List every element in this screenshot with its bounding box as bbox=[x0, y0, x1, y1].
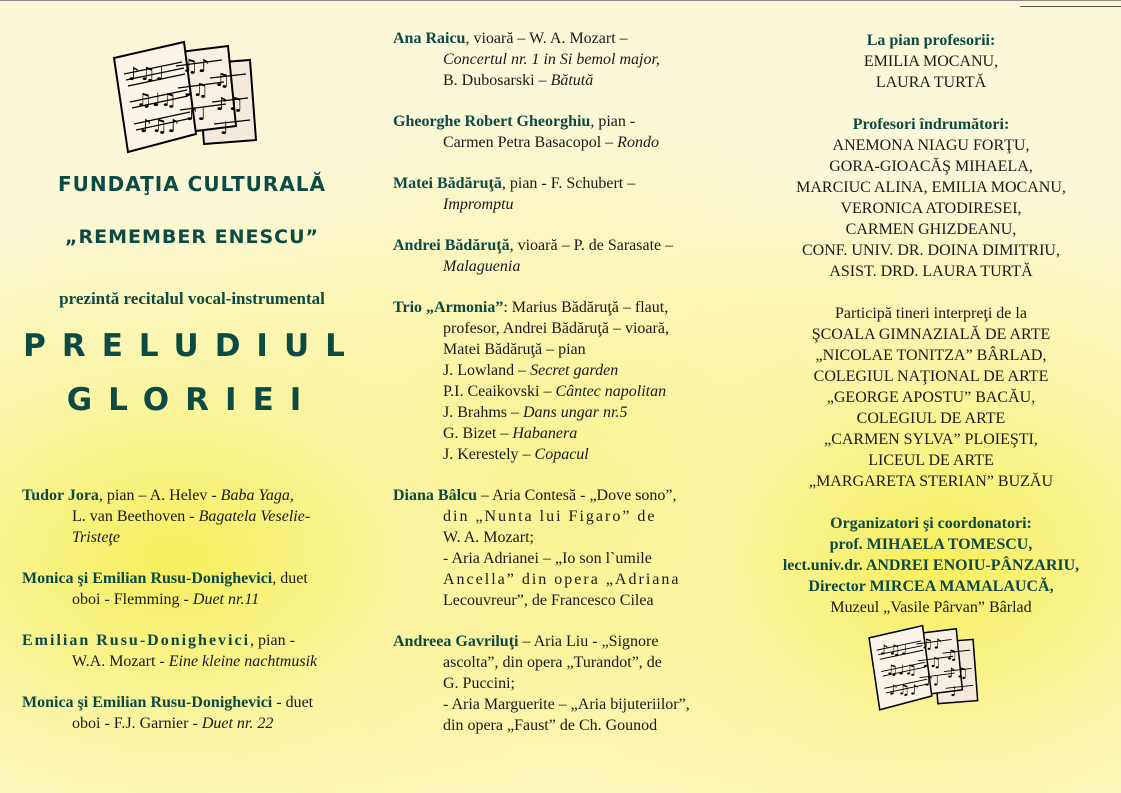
performer-name: Emilian Rusu-Donighevici bbox=[22, 632, 251, 649]
school-line: „NICOLAE TONITZA” BÂRLAD, bbox=[815, 347, 1047, 364]
sheet-music-icon bbox=[110, 40, 280, 160]
school-line: „CARMEN SYLVA” PLOIEŞTI, bbox=[824, 431, 1038, 448]
right-column bbox=[757, 30, 1105, 716]
top-right-rule bbox=[1020, 6, 1121, 7]
performer-name: Andrei Bădăruţă bbox=[393, 237, 510, 254]
performer-name: Monica şi Emilian Rusu-Donighevici bbox=[22, 694, 273, 711]
performer-name: Monica şi Emilian Rusu-Donighevici bbox=[22, 570, 273, 587]
svg-text:♫: ♫ bbox=[214, 70, 231, 91]
svg-text:♩♫: ♩♫ bbox=[922, 654, 942, 671]
teacher-line: MARCIUC ALINA, EMILIA MOCANU, bbox=[796, 179, 1066, 196]
svg-text:♪♩: ♪♩ bbox=[924, 673, 940, 690]
performer-name: Tudor Jora bbox=[22, 487, 99, 504]
program-entry: Monica şi Emilian Rusu-Donighevici - duet oboi - F.J. Garnier - Duet nr. 22 bbox=[22, 694, 314, 732]
organizer-line: lect.univ.dr. ANDREI ENOIU-PÂNZARIU, bbox=[782, 557, 1080, 574]
event-title-line2: GLORIEI bbox=[66, 382, 318, 418]
school-line: ŞCOALA GIMNAZIALĂ DE ARTE bbox=[811, 326, 1051, 343]
svg-text:♩: ♩ bbox=[950, 684, 957, 700]
svg-text:♪♫♪: ♪♫♪ bbox=[888, 682, 919, 699]
middle-column bbox=[393, 28, 729, 756]
svg-text:♫♩♫: ♫♩♫ bbox=[136, 90, 177, 111]
svg-text:♪♫: ♪♫ bbox=[216, 94, 244, 115]
left-column bbox=[22, 40, 362, 740]
performer-name: Gheorghe Robert Gheorghiu bbox=[393, 113, 591, 130]
teacher-line: CARMEN GHIZDEANU, bbox=[845, 221, 1017, 238]
teacher-line: ANEMONA NIAGU FORŢU, bbox=[832, 137, 1030, 154]
piano-teacher: LAURA TURTĂ bbox=[875, 74, 987, 91]
foundation-subname: „REMEMBER ENESCU” bbox=[65, 226, 319, 248]
program-entry: Andrei Bădăruţă, vioară – P. de Sarasate – Malaguenia bbox=[393, 237, 674, 275]
school-line: COLEGIUL DE ARTE bbox=[856, 410, 1006, 427]
program-entry: Matei Bădăruţă, pian - F. Schubert – Impromptu bbox=[393, 175, 636, 213]
school-line: „GEORGE APOSTU” BACĂU, bbox=[826, 389, 1036, 406]
foundation-name: FUNDAŢIA CULTURALĂ bbox=[57, 172, 327, 196]
teachers-heading: Profesori îndrumători: bbox=[852, 116, 1010, 133]
program-entry: Trio „Armonia”: Marius Bădăruţă – flaut, profesor, Andrei Bădăruţă – vioară, Matei Bădăruţă – pian J. Lowland – Secret garden P.I. Ceaikovski – Cântec napolitan J. Brahms – Dans ungar nr.5 G. Bizet – Habanera J. Kerestely – Copacul bbox=[393, 299, 669, 463]
museum-line: Muzeul „Vasile Pârvan” Bârlad bbox=[830, 599, 1032, 616]
organizers-heading: Organizatori şi coordonatori: bbox=[830, 515, 1032, 532]
performer-name: Matei Bădăruţă bbox=[393, 175, 502, 192]
svg-text:♩♫: ♩♫ bbox=[184, 80, 209, 101]
program-entry: Diana Bâlcu – Aria Contesă - „Dove sono”, din „Nunta lui Figaro” de W. A. Mozart; - Aria Adrianei – „Io son l`umile Ancella” din opera „Adriana Lecouvreur”, de Francesco Cilea bbox=[393, 487, 681, 609]
schools-intro: Participă tineri interpreţi de la bbox=[835, 305, 1027, 322]
program-entry: Tudor Jora, pian – A. Helev - Baba Yaga, L. van Beethoven - Bagatela Veselie- Tristeţe bbox=[22, 487, 311, 546]
organizer-line: Director MIRCEA MAMALAUCĂ, bbox=[808, 578, 1054, 595]
performer-name: Diana Bâlcu bbox=[393, 487, 478, 504]
svg-text:♪♫♪: ♪♫♪ bbox=[140, 116, 180, 137]
teacher-line: VERONICA ATODIRESEI, bbox=[840, 200, 1022, 217]
school-line: COLEGIUL NAŢIONAL DE ARTE bbox=[813, 368, 1049, 385]
program-entry: Gheorghe Robert Gheorghiu, pian - Carmen Petra Basacopol – Rondo bbox=[393, 113, 659, 151]
event-title-line1: PRELUDIUL bbox=[23, 328, 361, 364]
svg-text:♪♫: ♪♫ bbox=[947, 665, 969, 682]
teacher-line: CONF. UNIV. DR. DOINA DIMITRIU, bbox=[802, 242, 1060, 259]
program-entry: Monica şi Emilian Rusu-Donighevici, duet oboi - Flemming - Duet nr.11 bbox=[22, 570, 308, 608]
performer-name: Ana Raicu bbox=[393, 30, 466, 47]
piano-teacher: EMILIA MOCANU, bbox=[863, 53, 999, 70]
piano-heading: La pian profesorii: bbox=[866, 32, 996, 49]
performer-name: Andreea Gavriluţi bbox=[393, 633, 519, 650]
svg-text:♩: ♩ bbox=[220, 118, 229, 139]
teacher-line: ASIST. DRD. LAURA TURTĂ bbox=[829, 263, 1033, 280]
school-line: „MARGARETA STERIAN” BUZĂU bbox=[808, 473, 1054, 490]
program-entry: Emilian Rusu-Donighevici, pian - W.A. Mozart - Eine kleine nachtmusik bbox=[22, 632, 318, 670]
teacher-line: GORA-GIOACĂŞ MIHAELA, bbox=[829, 158, 1033, 175]
svg-text:♪♩: ♪♩ bbox=[186, 104, 206, 125]
presents-line: prezintă recitalul vocal-instrumental bbox=[59, 289, 325, 308]
svg-text:♫♪: ♫♪ bbox=[182, 56, 210, 77]
svg-text:♪♫♩: ♪♫♩ bbox=[879, 642, 908, 659]
school-line: LICEUL DE ARTE bbox=[868, 452, 994, 469]
performer-name: Trio „Armonia” bbox=[393, 299, 504, 316]
program-entry: Andreea Gavriluţi – Aria Liu - „Signore ascolta”, din opera „Turandot”, de G. Puccini; - Aria Marguerite – „Aria bijuteriilor”, din opera „Faust” de Ch. Gounod bbox=[393, 633, 690, 734]
top-border-line bbox=[0, 0, 1121, 1]
sheet-music-icon bbox=[866, 624, 996, 716]
program-entry: Ana Raicu, vioară – W. A. Mozart – Concertul nr. 1 in Si bemol major, B. Dubosarski – Bătută bbox=[393, 30, 660, 89]
svg-text:♪♫♩: ♪♫♩ bbox=[128, 64, 165, 85]
svg-text:♫♪: ♫♪ bbox=[921, 636, 943, 653]
svg-text:♫♩♫: ♫♩♫ bbox=[885, 662, 918, 679]
organizer-line: prof. MIHAELA TOMESCU, bbox=[829, 536, 1033, 553]
svg-text:♫: ♫ bbox=[945, 647, 958, 664]
